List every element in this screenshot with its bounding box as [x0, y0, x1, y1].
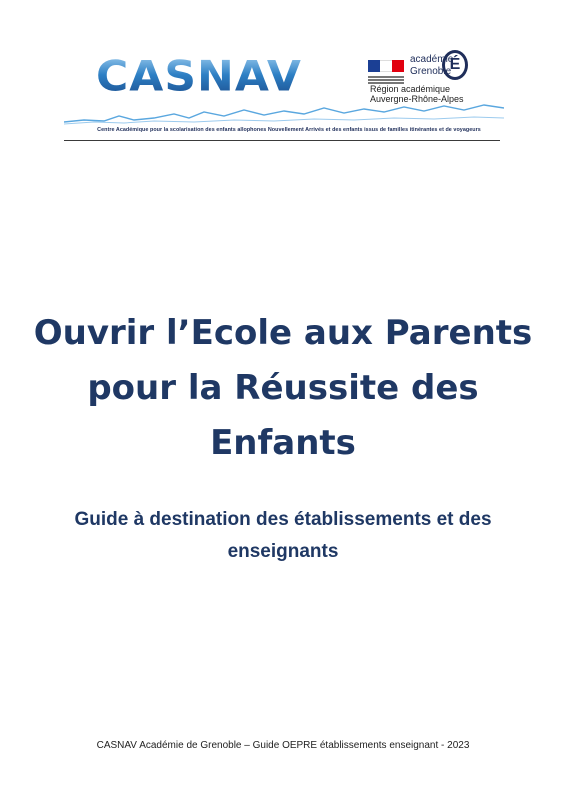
region-line-2: Auvergne-Rhône-Alpes — [370, 94, 464, 104]
region-line-1: Région académique — [370, 84, 451, 94]
subtitle-line-1: Guide à destination des établissements et des — [74, 509, 492, 530]
marianne-flag-icon — [368, 60, 404, 72]
subtitle-line-2: enseignants — [227, 541, 339, 562]
academie-city: Grenoble — [410, 66, 452, 77]
title-line-1: Ouvrir l’Ecole aux Parents — [33, 313, 533, 353]
academie-e-logo-icon: É — [442, 50, 468, 80]
region-label — [370, 84, 464, 104]
document-title — [20, 306, 546, 471]
page-header — [0, 0, 566, 150]
document-subtitle — [20, 504, 546, 568]
academie-word: académie — [410, 54, 454, 65]
casnav-tagline: Centre Académique pour la scolarisation des enfants allophones Nouvellement Arrivés et des enfants issus de familles itinérantes et de voyageurs — [97, 127, 481, 133]
page-footer: CASNAV Académie de Grenoble – Guide OEPRE établissements enseignant - 2023 — [96, 740, 470, 751]
casnav-logo: CASNAV — [96, 52, 302, 101]
title-line-2: pour la Réussite des — [87, 368, 479, 408]
title-line-3: Enfants — [210, 423, 356, 463]
header-divider — [64, 140, 500, 141]
